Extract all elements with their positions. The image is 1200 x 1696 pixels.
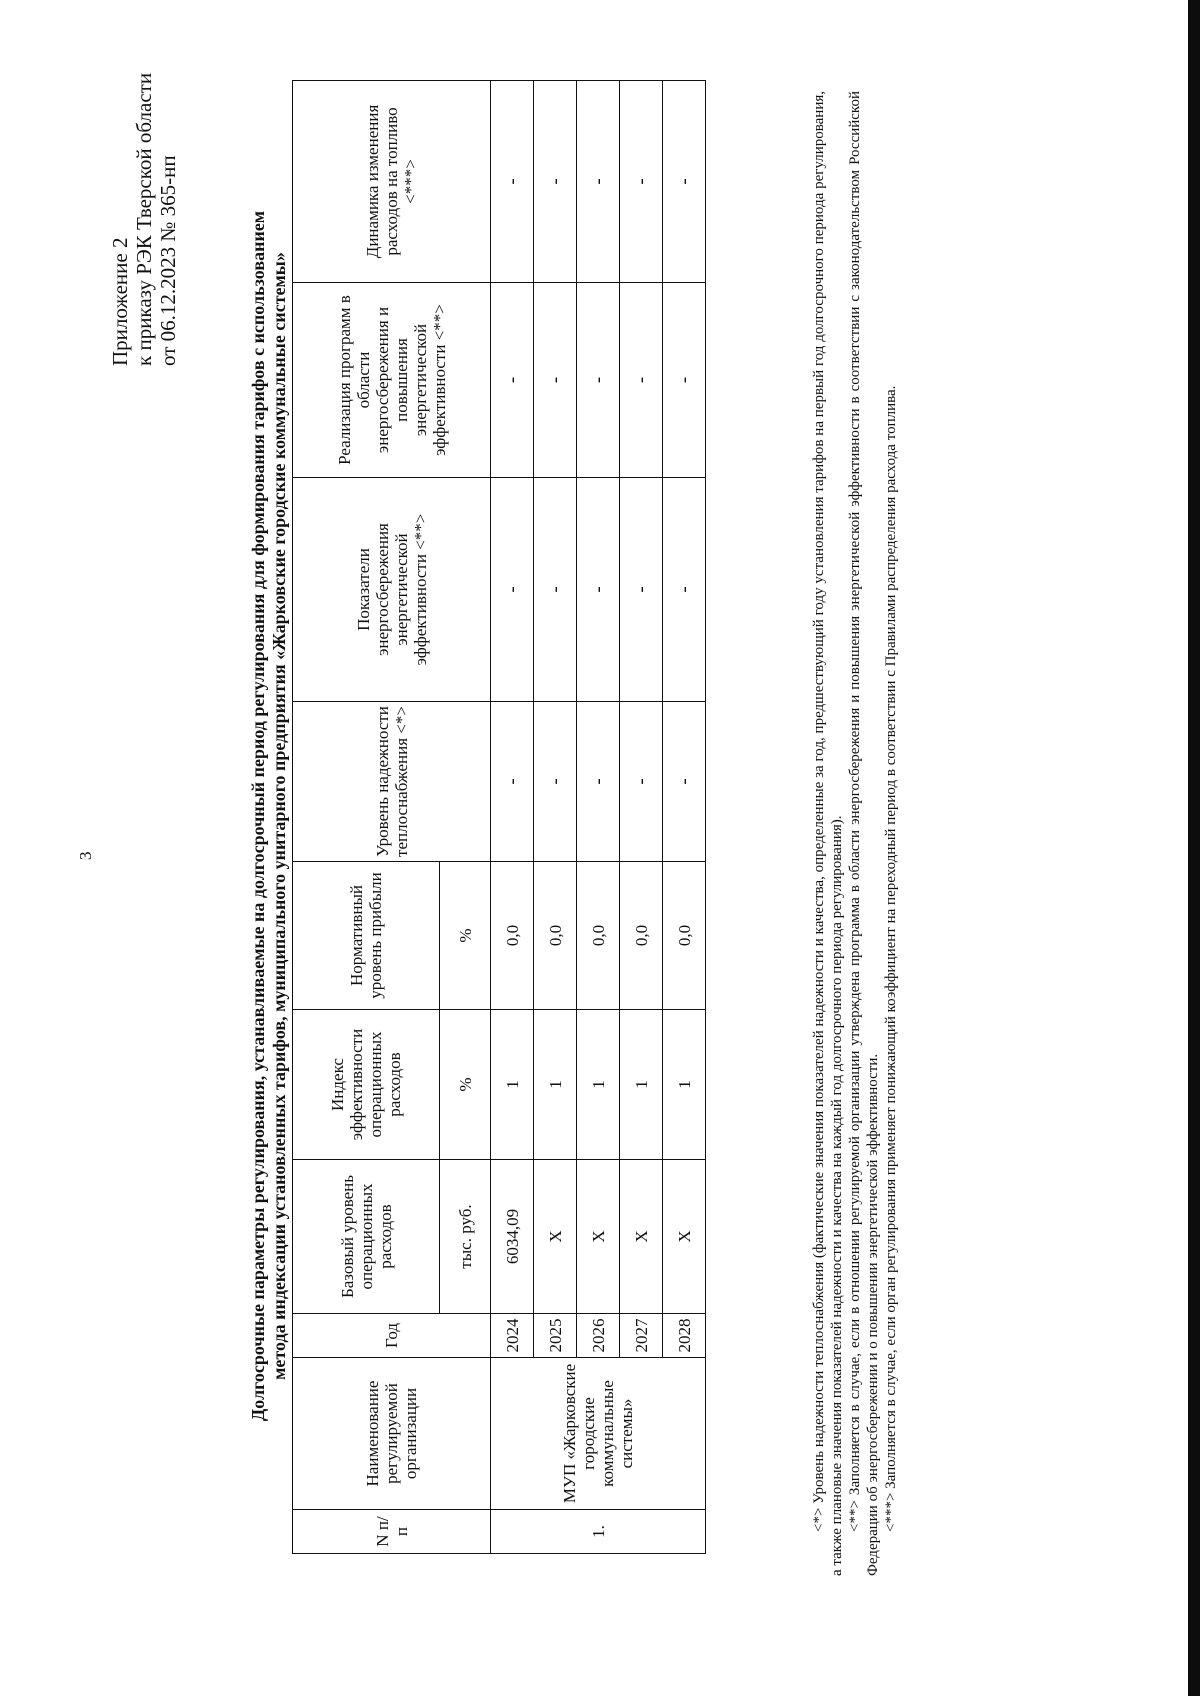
cell-energy: - (491, 478, 534, 702)
cell-index: 1 (620, 1010, 663, 1160)
cell-energy: - (577, 478, 620, 702)
cell-reliability: - (577, 702, 620, 862)
cell-base: X (534, 1160, 577, 1314)
cell-reliability: - (491, 702, 534, 862)
title-line-1: Долгосрочные параметры регулирования, устанавливаемые на долгосрочный период регулирования для формирования тарифов с использованием (248, 210, 268, 1422)
cell-profit: 0,0 (491, 862, 534, 1010)
page-number: 3 (76, 851, 95, 860)
cell-base: X (663, 1160, 706, 1314)
cell-energy: - (620, 478, 663, 702)
appendix-line-1: Приложение 2 (108, 237, 132, 366)
footnote-fuel: <***> Заполняется в случае, если орган регулирования применяет понижающий коэффициент на переходный период в соответствии с Правилами распределения расхода топлива. (883, 385, 899, 1532)
cell-base: X (620, 1160, 663, 1314)
cell-profit: 0,0 (663, 862, 706, 1010)
cell-programs: - (663, 283, 706, 478)
header-profit-level: Нормативный уровень прибыли (293, 862, 440, 1010)
parameters-table (292, 80, 706, 1554)
unit-index: % (440, 1010, 491, 1160)
header-fuel-dynamics: Динамика изменения расходов на топливо <***> (293, 81, 491, 283)
header-base-opex: Базовый уровень операционных расходов (293, 1160, 440, 1314)
appendix-header (108, 73, 180, 366)
header-org: Наименование регулируемой организации (293, 1358, 491, 1510)
cell-year: 2025 (534, 1314, 577, 1358)
header-row (293, 81, 440, 1554)
cell-fuel: - (534, 81, 577, 283)
cell-index: 1 (534, 1010, 577, 1160)
cell-profit: 0,0 (577, 862, 620, 1010)
cell-programs: - (491, 283, 534, 478)
cell-index: 1 (577, 1010, 620, 1160)
cell-year: 2024 (491, 1314, 534, 1358)
cell-profit: 0,0 (534, 862, 577, 1010)
cell-programs: - (534, 283, 577, 478)
cell-profit: 0,0 (620, 862, 663, 1010)
row-number: 1. (491, 1510, 706, 1554)
header-num: N п/п (293, 1510, 491, 1554)
appendix-line-3: от 06.12.2023 № 365-нп (156, 155, 180, 366)
cell-fuel: - (577, 81, 620, 283)
cell-programs: - (577, 283, 620, 478)
cell-energy: - (663, 478, 706, 702)
cell-base: 6034,09 (491, 1160, 534, 1314)
header-programs: Реализация программ в области энергосбережения и повышения энергетической эффективности <**> (293, 283, 491, 478)
cell-reliability: - (663, 702, 706, 862)
cell-index: 1 (663, 1010, 706, 1160)
table-row (577, 81, 620, 1554)
header-energy-indicators: Показатели энергосбережения энергетической эффективности <**> (293, 478, 491, 702)
appendix-line-2: к приказу РЭК Тверской области (132, 72, 156, 366)
table-row (663, 81, 706, 1554)
footnote-energy-program: <**> Заполняется в случае, если в отношении регулируемой организации утверждена программа в области энергосбережения и повышения энергетической эффективности в соответствии с законодательством Российской Федерации об энергосбережении и о повышении энергетической эффективности. (847, 91, 881, 1576)
cell-fuel: - (663, 81, 706, 283)
header-efficiency-index: Индекс эффективности операционных расходов (293, 1010, 440, 1160)
cell-fuel: - (620, 81, 663, 283)
cell-index: 1 (491, 1010, 534, 1160)
cell-energy: - (534, 478, 577, 702)
cell-programs: - (620, 283, 663, 478)
header-reliability: Уровень надежности теплоснабжения <*> (293, 702, 491, 862)
org-name: МУП «Жарковские городские коммунальные системы» (491, 1358, 706, 1510)
table-row (491, 81, 534, 1554)
unit-base: тыс. руб. (440, 1160, 491, 1314)
cell-year: 2027 (620, 1314, 663, 1358)
footnote-reliability: <*> Уровень надежности теплоснабжения (фактические значения показателей надежности и качества, определенные за год, предшествующий году установления тарифов на первый год долгосрочного периода регулирования, а также плановые значения показателей надежности и качества на каждый год долгосрочного периода регулирования). (811, 91, 845, 1576)
cell-year: 2028 (663, 1314, 706, 1358)
footnotes (810, 91, 900, 1576)
document-title (248, 76, 290, 1556)
cell-reliability: - (620, 702, 663, 862)
title-line-2: метода индексации установленных тарифов, муниципального унитарного предприятия «Жарковские городские коммунальные системы» (269, 252, 289, 1380)
cell-fuel: - (491, 81, 534, 283)
table-row (620, 81, 663, 1554)
cell-base: X (577, 1160, 620, 1314)
cell-reliability: - (534, 702, 577, 862)
cell-year: 2026 (577, 1314, 620, 1358)
unit-profit: % (440, 862, 491, 1010)
table-row (534, 81, 577, 1554)
header-year: Год (293, 1314, 491, 1358)
